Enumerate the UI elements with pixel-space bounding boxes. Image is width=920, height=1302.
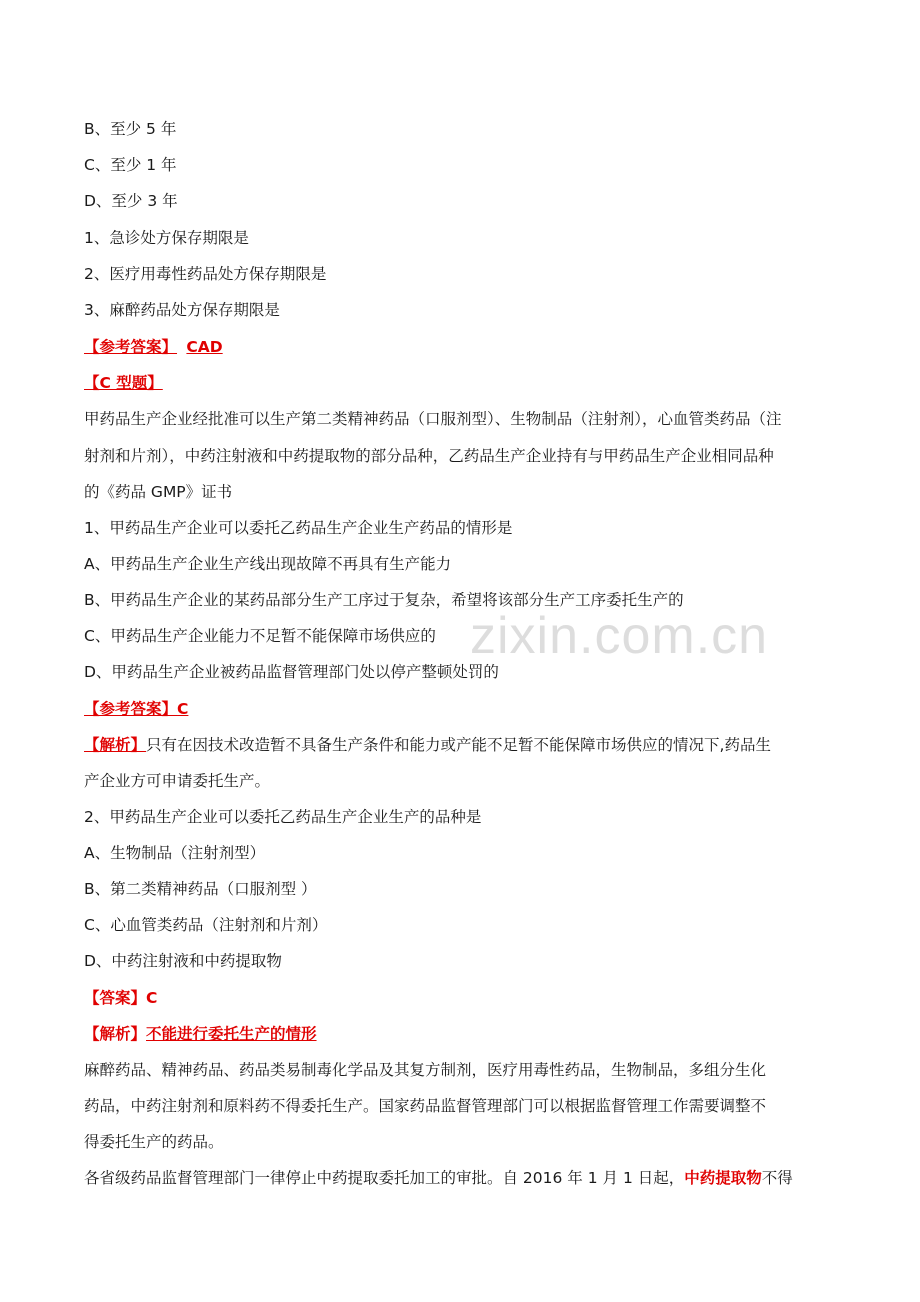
question-line: 2、医疗用毒性药品处方保存期限是 (84, 265, 327, 283)
answer-label: 【参考答案】 (84, 338, 178, 356)
answer-line (84, 336, 223, 358)
option-line: D、中药注射液和中药提取物 (84, 952, 282, 970)
paragraph-line: 得委托生产的药品。 (84, 1133, 224, 1151)
question-line: 1、甲药品生产企业可以委托乙药品生产企业生产药品的情形是 (84, 519, 513, 537)
question-line: 1、急诊处方保存期限是 (84, 229, 249, 247)
stem-line: 射剂和片剂），中药注射液和中药提取物的部分品种，乙药品生产企业持有与甲药品生产企业相同品种 (84, 447, 774, 465)
section-title (84, 372, 163, 394)
analysis-heading: 不能进行委托生产的情形 (146, 1025, 317, 1043)
option-line: C、甲药品生产企业能力不足暂不能保障市场供应的 (84, 627, 436, 645)
answer-label: 【参考答案】 (84, 700, 178, 718)
answer-value: C (146, 989, 158, 1007)
analysis-line (84, 1023, 317, 1045)
paragraph-text: 各省级药品监督管理部门一律停止中药提取委托加工的审批。自 2016 年 1 月 1 日起， (84, 1169, 685, 1187)
paragraph-line (84, 1167, 793, 1189)
option-line: D、甲药品生产企业被药品监督管理部门处以停产整顿处罚的 (84, 663, 499, 681)
option-line: C、心血管类药品（注射剂和片剂） (84, 916, 328, 934)
analysis-line (84, 734, 771, 756)
answer-line (84, 987, 157, 1009)
option-line: C、至少 1 年 (84, 156, 177, 174)
analysis-text: 只有在因技术改造暂不具备生产条件和能力或产能不足暂不能保障市场供应的情况下,药品生 (146, 736, 771, 754)
stem-line: 甲药品生产企业经批准可以生产第二类精神药品（口服剂型）、生物制品（注射剂），心血管类药品（注 (84, 410, 782, 428)
answer-label: 【答案】 (84, 989, 147, 1007)
option-line: A、甲药品生产企业生产线出现故障不再具有生产能力 (84, 555, 452, 573)
question-line: 3、麻醉药品处方保存期限是 (84, 301, 280, 319)
option-line: B、第二类精神药品（口服剂型 ） (84, 880, 317, 898)
watermark: zixin.com.cn (470, 607, 769, 665)
answer-line (84, 698, 188, 720)
stem-line: 的《药品 GMP》证书 (84, 483, 233, 501)
answer-value: C (177, 700, 189, 718)
analysis-label: 【解析】 (84, 1025, 147, 1043)
analysis-line: 产企业方可申请委托生产。 (84, 772, 271, 790)
answer-value: CAD (186, 338, 223, 356)
paragraph-line: 药品，中药注射剂和原料药不得委托生产。国家药品监督管理部门可以根据监督管理工作需要调整不 (84, 1097, 767, 1115)
question-line: 2、甲药品生产企业可以委托乙药品生产企业生产的品种是 (84, 808, 482, 826)
option-line: B、甲药品生产企业的某药品部分生产工序过于复杂，希望将该部分生产工序委托生产的 (84, 591, 684, 609)
highlight-text: 中药提取物 (684, 1169, 762, 1187)
option-line: B、至少 5 年 (84, 120, 177, 138)
paragraph-line: 麻醉药品、精神药品、药品类易制毒化学品及其复方制剂，医疗用毒性药品，生物制品，多组分生化 (84, 1061, 767, 1079)
option-line: A、生物制品（注射剂型） (84, 844, 266, 862)
paragraph-text: 不得 (761, 1169, 793, 1187)
analysis-label: 【解析】 (84, 736, 147, 754)
section-title-text: 【C 型题】 (84, 374, 163, 392)
option-line: D、至少 3 年 (84, 192, 178, 210)
